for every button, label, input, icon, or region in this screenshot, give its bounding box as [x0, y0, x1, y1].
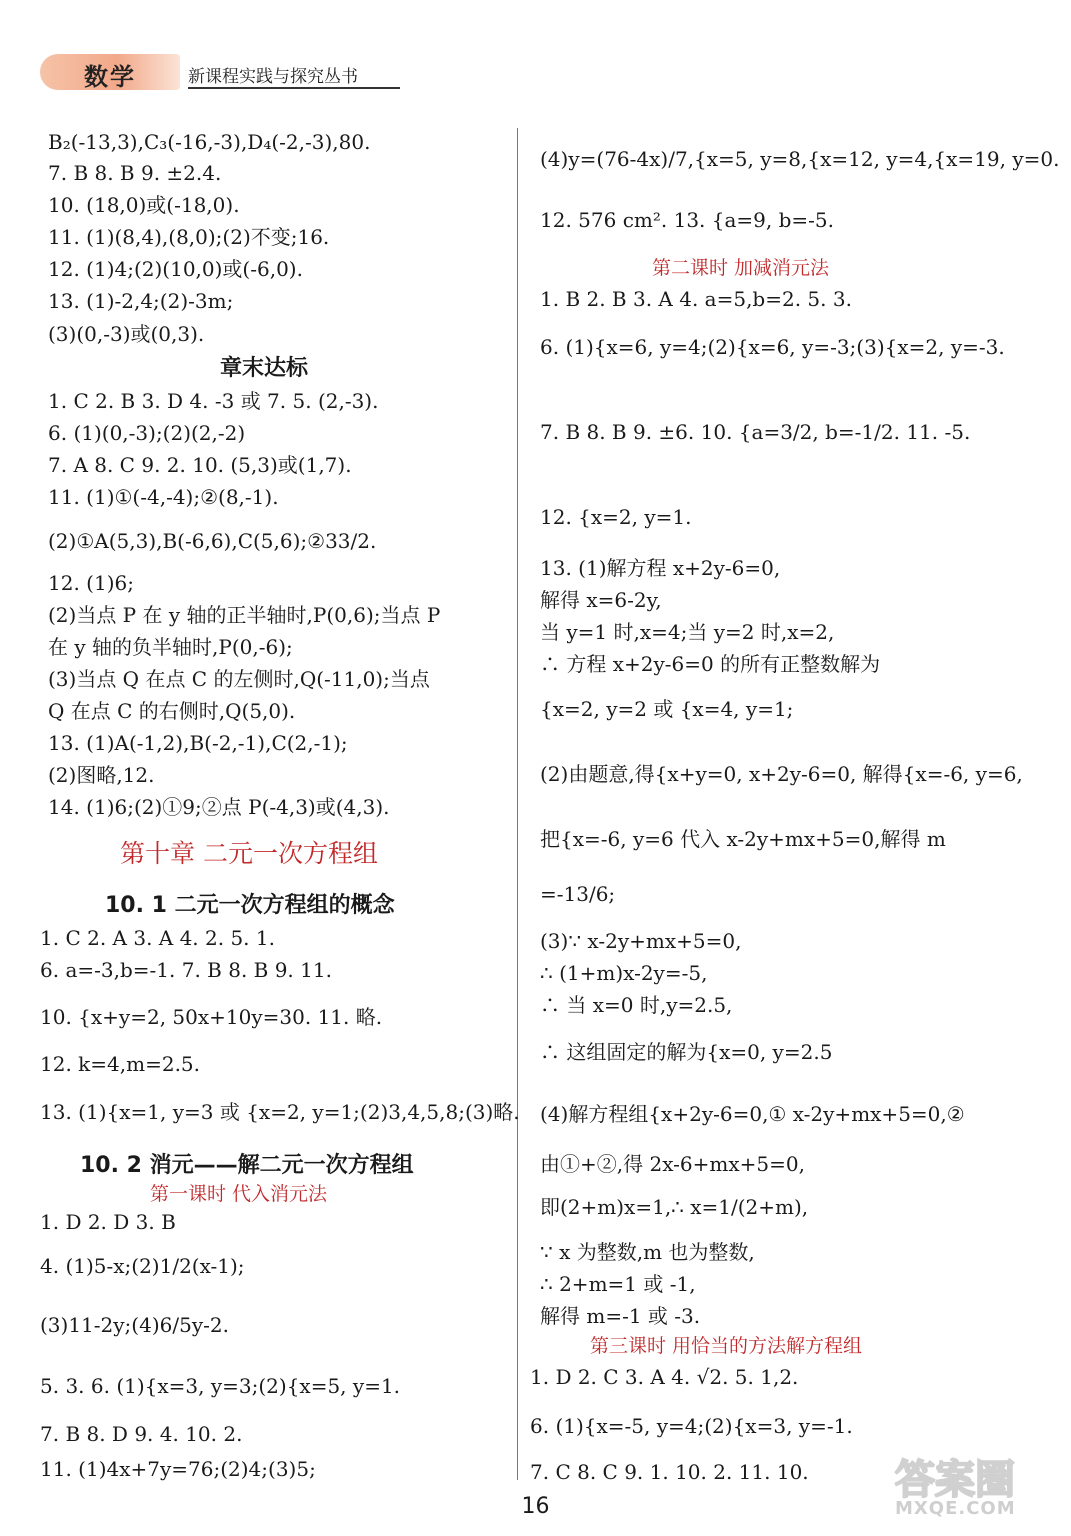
left-answer-line: 10. (18,0)或(-18,0). — [48, 193, 240, 217]
right-answer-line: 1. D 2. C 3. A 4. √2. 5. 1,2. — [530, 1365, 799, 1389]
left-answer-line: 10. 1 二元一次方程组的概念 — [105, 893, 395, 918]
right-answer-line: 第二课时 加减消元法 — [652, 257, 830, 279]
left-answer-line: 6. (1)(0,-3);(2)(2,-2) — [48, 421, 246, 445]
left-answer-line: 7. A 8. C 9. 2. 10. (5,3)或(1,7). — [48, 453, 352, 477]
left-answer-line: 13. (1){x=1, y=3 或 {x=2, y=1;(2)3,4,5,8;(3)略. — [40, 1100, 520, 1124]
left-answer-line: Q 在点 C 的右侧时,Q(5,0). — [48, 699, 296, 723]
left-answer-line: 在 y 轴的负半轴时,P(0,-6); — [48, 635, 293, 659]
left-answer-line: (2)图略,12. — [48, 763, 155, 787]
left-answer-line: (2)①A(5,3),B(-6,6),C(5,6);②33/2. — [48, 529, 377, 553]
right-answer-line: ∴ 方程 x+2y-6=0 的所有正整数解为 — [540, 652, 881, 676]
right-answer-line: ∴ 当 x=0 时,y=2.5, — [540, 993, 733, 1017]
left-answer-line: 第一课时 代入消元法 — [150, 1183, 328, 1205]
left-answer-line: B₂(-13,3),C₃(-16,-3),D₄(-2,-3),80. — [48, 130, 371, 154]
right-answer-line: 6. (1){x=-5, y=4;(2){x=3, y=-1. — [530, 1414, 853, 1438]
left-answer-line: 1. D 2. D 3. B — [40, 1210, 176, 1234]
left-answer-line: 第十章 二元一次方程组 — [120, 839, 378, 868]
watermark-logo — [895, 1448, 1065, 1528]
right-answer-line: 第三课时 用恰当的方法解方程组 — [590, 1335, 863, 1357]
left-answer-line: 11. (1)4x+7y=76;(2)4;(3)5; — [40, 1457, 316, 1481]
right-answer-line: =-13/6; — [540, 882, 616, 906]
right-answer-line: 当 y=1 时,x=4;当 y=2 时,x=2, — [540, 620, 835, 644]
right-answer-line: ∴ 这组固定的解为{x=0, y=2.5 — [540, 1040, 833, 1064]
left-answer-line: 6. a=-3,b=-1. 7. B 8. B 9. 11. — [40, 958, 332, 982]
left-answer-line: (3)11-2y;(4)6/5y-2. — [40, 1313, 229, 1337]
right-answer-line: 7. C 8. C 9. 1. 10. 2. 11. 10. — [530, 1460, 809, 1484]
right-answer-line: (4)y=(76-4x)/7,{x=5, y=8,{x=12, y=4,{x=19, y=0. — [540, 147, 1060, 171]
left-answer-line: 章末达标 — [220, 356, 309, 381]
left-answer-line: 4. (1)5-x;(2)1/2(x-1); — [40, 1254, 245, 1278]
left-answer-line: 13. (1)A(-1,2),B(-2,-1),C(2,-1); — [48, 731, 348, 755]
left-answer-line: (2)当点 P 在 y 轴的正半轴时,P(0,6);当点 P — [48, 603, 441, 627]
right-answer-line: (2)由题意,得{x+y=0, x+2y-6=0, 解得{x=-6, y=6, — [540, 762, 1023, 786]
left-answer-line: 12. (1)4;(2)(10,0)或(-6,0). — [48, 257, 303, 281]
right-answer-line: 解得 m=-1 或 -3. — [540, 1304, 701, 1328]
left-answer-line: 14. (1)6;(2)①9;②点 P(-4,3)或(4,3). — [48, 795, 390, 819]
right-answer-line: (4)解方程组{x+2y-6=0,① x-2y+mx+5=0,② — [540, 1102, 965, 1126]
right-answer-line: 7. B 8. B 9. ±6. 10. {a=3/2, b=-1/2. 11. -5. — [540, 420, 971, 444]
right-answer-line: ∴ 2+m=1 或 -1, — [540, 1272, 696, 1296]
right-answer-line: 6. (1){x=6, y=4;(2){x=6, y=-3;(3){x=2, y=-3. — [540, 335, 1005, 359]
left-answer-line: 5. 3. 6. (1){x=3, y=3;(2){x=5, y=1. — [40, 1374, 401, 1398]
left-answer-line: 12. k=4,m=2.5. — [40, 1052, 201, 1076]
page-header — [40, 54, 380, 90]
left-answer-line: 10. 2 消元——解二元一次方程组 — [80, 1153, 414, 1178]
column-divider — [517, 128, 518, 1480]
left-answer-line: 1. C 2. B 3. D 4. -3 或 7. 5. (2,-3). — [48, 389, 379, 413]
left-answer-line: (3)当点 Q 在点 C 的左侧时,Q(-11,0);当点 — [48, 667, 430, 691]
right-answer-line: 1. B 2. B 3. A 4. a=5,b=2. 5. 3. — [540, 287, 852, 311]
right-answer-line: 12. {x=2, y=1. — [540, 505, 692, 529]
left-answer-line: 12. (1)6; — [48, 571, 134, 595]
left-answer-line: 11. (1)(8,4),(8,0);(2)不变;16. — [48, 225, 330, 249]
watermark-text: MXQE.COM — [895, 1498, 1016, 1519]
left-answer-line: 11. (1)①(-4,-4);②(8,-1). — [48, 485, 279, 509]
right-answer-line: 12. 576 cm². 13. {a=9, b=-5. — [540, 208, 835, 232]
left-answer-line: 1. C 2. A 3. A 4. 2. 5. 1. — [40, 926, 275, 950]
right-answer-line: 解得 x=6-2y, — [540, 588, 662, 612]
page-number: 16 — [521, 1494, 550, 1519]
header-underline — [188, 87, 400, 89]
right-answer-line: {x=2, y=2 或 {x=4, y=1; — [540, 697, 794, 721]
right-answer-line: 13. (1)解方程 x+2y-6=0, — [540, 556, 781, 580]
right-answer-line: 由①+②,得 2x-6+mx+5=0, — [540, 1152, 805, 1176]
right-answer-line: (3)∵ x-2y+mx+5=0, — [540, 929, 742, 953]
series-title: 新课程实践与探究丛书 — [188, 67, 358, 87]
right-answer-line: 即(2+m)x=1,∴ x=1/(2+m), — [540, 1195, 809, 1219]
left-answer-line: 13. (1)-2,4;(2)-3m; — [48, 289, 234, 313]
left-answer-line: (3)(0,-3)或(0,3). — [48, 322, 205, 346]
subject-title: 数学 — [84, 63, 136, 91]
left-answer-line: 7. B 8. B 9. ±2.4. — [48, 161, 222, 185]
watermark-glyph: 答案圈 — [895, 1457, 1015, 1503]
right-answer-line: 把{x=-6, y=6 代入 x-2y+mx+5=0,解得 m — [540, 827, 946, 851]
left-answer-line: 7. B 8. D 9. 4. 10. 2. — [40, 1422, 243, 1446]
right-answer-line: ∵ x 为整数,m 也为整数, — [540, 1240, 755, 1264]
right-answer-line: ∴ (1+m)x-2y=-5, — [540, 961, 708, 985]
left-answer-line: 10. {x+y=2, 50x+10y=30. 11. 略. — [40, 1005, 383, 1029]
